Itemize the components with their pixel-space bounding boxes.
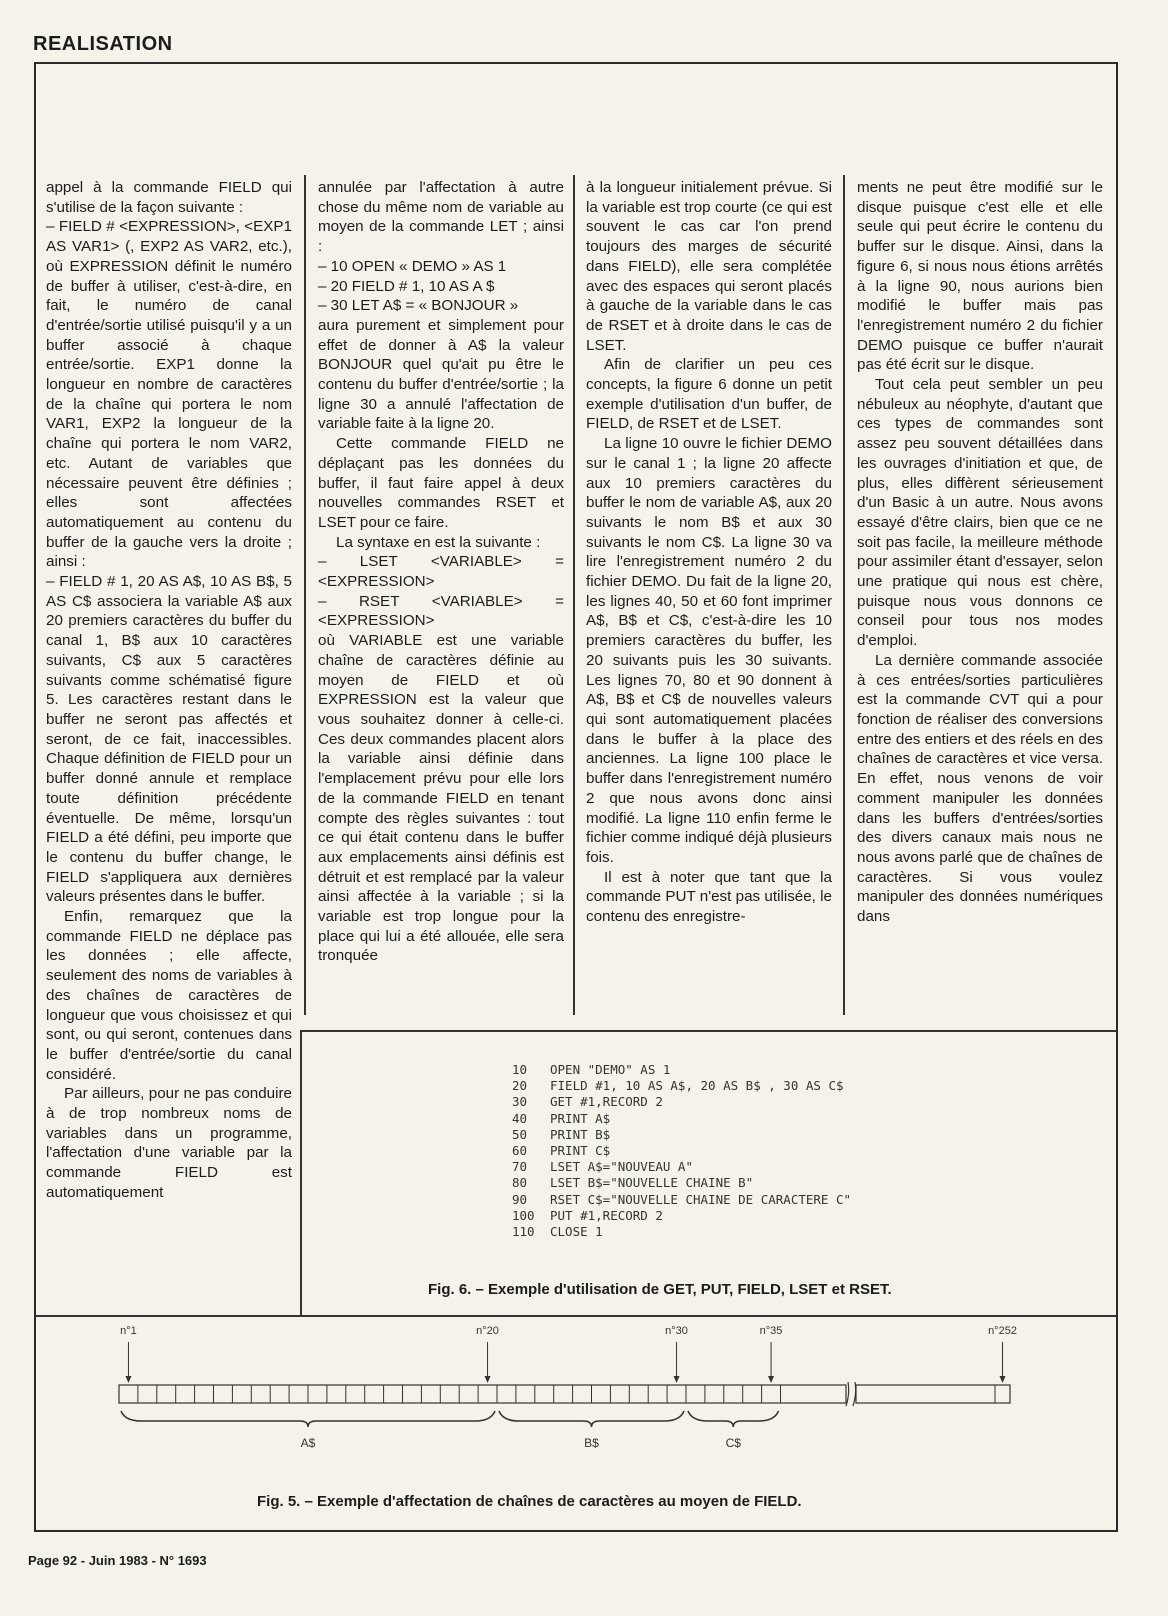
- code-text: LSET B$="NOUVELLE CHAINE B": [550, 1175, 754, 1191]
- marker-label: n°1: [120, 1325, 137, 1337]
- text-column-1: [46, 178, 292, 1203]
- marker-arrowhead: [1000, 1376, 1006, 1383]
- line-number: 100: [512, 1207, 535, 1223]
- marker-label: n°30: [665, 1325, 688, 1337]
- figure6-code-listing: [512, 1062, 851, 1240]
- column-divider: [843, 175, 845, 1015]
- paragraph: où VARIABLE est une variable chaîne de caractères définie au moyen de FIELD et où EXPRESSION est la valeur que vous souhaitez donner à celle-ci. Ces deux commandes placent alors la variable ainsi définie dans l'emplacement prévu pour elle lors de la commande FIELD en tenant compte des règles suivantes : tout ce qui était contenu dans le buffer aux emplacements ainsi définis est détruit et est remplacé par la valeur ainsi affectée à la variable ; si la variable est trop longue pour la place qui lui a été allouée, elle sera tronquée: [318, 632, 564, 965]
- code-text: PRINT B$: [550, 1126, 611, 1142]
- line-number: 60: [512, 1143, 528, 1159]
- code-text: LSET A$="NOUVEAU A": [550, 1159, 693, 1175]
- line-number: 20: [512, 1078, 528, 1094]
- paragraph: Tout cela peut sembler un peu nébuleux au néophyte, d'autant que ces types de commandes sont assez peu souvent détaillées dans les ouvrages d'initiation et que, de plus, elles diffèrent sérieusement d'un Basic à un autre. Nous avons essayé d'être clairs, bien que ce ne soit pas facile, la meilleure méthode pour assimiler étant d'essayer, selon une pratique qui nous est chère, puisque nous vous donnons ce conseil pour tous nos modes d'emploi.: [857, 376, 1103, 650]
- line-number: 70: [512, 1159, 528, 1175]
- group-brace: [499, 1411, 684, 1427]
- paragraph: La dernière commande associée à ces entrées/sorties particulières est la commande CVT qui a pour fonction de réaliser des conversions entre des entiers et des réels en des chaînes de caractères et vice versa. En effet, nous venons de voir comment manipuler les données dans les buffers d'entrées/sorties des divers canaux mais nous ne nous avons parlé que de chaînes de caractères. Si vous voulez manipuler des données numériques dans: [857, 651, 1103, 926]
- text-column-3: [586, 178, 832, 927]
- paragraph: La ligne 10 ouvre le fichier DEMO sur le canal 1 ; la ligne 20 affecte aux 10 premiers caractères du buffer le nom de variable A$, aux 20 suivants le nom B$ et aux 30 suivants le nom C$. La ligne 30 va lire l'enregistrement numéro 2 du fichier DEMO. Du fait de la ligne 20, les lignes 40, 50 et 60 font imprimer A$, B$ et C$, c'est-à-dire les 10 premiers caractères du buffer, les 20 suivants puis les 30 suivants. Les lignes 70, 80 et 90 donnent à A$, B$ et C$ de nouvelles valeurs qui sont automatiquement placées dans le buffer à la place des anciennes. La ligne 100 place le buffer dans l'enregistrement numéro 2 que nous avons donc ainsi modifié. La ligne 110 enfin ferme le fichier comme indiqué déjà plusieurs fois.: [586, 435, 832, 866]
- marker-label: n°20: [476, 1325, 499, 1337]
- code-line: [512, 1078, 851, 1094]
- group-label: C$: [725, 1436, 741, 1450]
- figure5-caption: Fig. 5. – Exemple d'affectation de chaînes de caractères au moyen de FIELD.: [257, 1493, 802, 1510]
- marker-arrowhead: [125, 1376, 131, 1383]
- code-line: [512, 1127, 851, 1143]
- code-line: [512, 1159, 851, 1175]
- code-text: FIELD #1, 10 AS A$, 20 AS B$ , 30 AS C$: [550, 1078, 844, 1094]
- page-footer: Page 92 - Juin 1983 - N° 1693: [28, 1553, 207, 1568]
- paragraph: annulée par l'affectation à autre chose du même nom de variable au moyen de la commande LET ; ainsi :: [318, 179, 564, 256]
- marker-arrowhead: [768, 1376, 774, 1383]
- figure6-top-border: [300, 1030, 1116, 1032]
- paragraph: à la longueur initialement prévue. Si la variable est trop courte (ce qui est souvent le cas car l'on prend toujours des marges de sécurité dans FIELD), elle sera complétée avec des espaces qui seront placés à gauche de la variable dans le cas de RSET et à droite dans le cas de LSET.: [586, 179, 832, 354]
- code-text: OPEN "DEMO" AS 1: [550, 1062, 671, 1077]
- code-line: [512, 1192, 851, 1208]
- paragraph: – LSET <VARIABLE> = <EXPRESSION>: [318, 553, 564, 591]
- figure5-top-border: [34, 1315, 1116, 1317]
- line-number: 10: [512, 1062, 528, 1077]
- text-column-4: [857, 178, 1103, 927]
- code-line: [512, 1062, 851, 1078]
- paragraph: ments ne peut être modifié sur le disque puisque c'est elle et elle seule qui peut écrire le contenu du buffer sur le disque. Ainsi, dans la figure 6, si nous nous étions arrêtés à la ligne 90, nous aurions bien modifié le buffer mais pas l'enregistrement numéro 2 du fichier DEMO puisque ce buffer n'aurait pas été écrit sur le disque.: [857, 179, 1103, 374]
- paragraph: – FIELD # 1, 20 AS A$, 10 AS B$, 5 AS C$ associera la variable A$ aux 20 premiers caractères du buffer du canal 1, B$ aux 10 caractères suivants, C$ aux 5 caractères suivants comme schématisé figure 5. Les caractères restant dans le buffer ne seront pas affectés et seront, de ce fait, inaccessibles. Chaque définition de FIELD pour un buffer donné annule et remplace toute définition précédente éventuelle. De même, lorsqu'un FIELD a été défini, peu importe que le contenu du buffer change, le FIELD s'appliquera aux dernières valeurs présentes dans le buffer.: [46, 573, 292, 906]
- code-line: [512, 1208, 851, 1224]
- code-line: [512, 1111, 851, 1127]
- marker-label: n°35: [759, 1325, 783, 1337]
- group-label: B$: [584, 1436, 599, 1450]
- code-text: CLOSE 1: [550, 1224, 603, 1240]
- figure6-caption: Fig. 6. – Exemple d'utilisation de GET, PUT, FIELD, LSET et RSET.: [428, 1281, 892, 1298]
- marker-label: n°252: [988, 1325, 1017, 1337]
- buffer-outline: [119, 1385, 846, 1403]
- code-text: PUT #1,RECORD 2: [550, 1207, 663, 1223]
- paragraph: Enfin, remarquez que la commande FIELD ne déplace pas les données ; elle affecte, seulement des noms de variables à des chaînes de caractères de longueur que vous choisissez et qui sont, ou qui seront, contenues dans le buffer d'entrée/sortie du canal considéré.: [46, 908, 292, 1083]
- figure5-buffer-diagram: [0, 1320, 1168, 1480]
- paragraph: – RSET <VARIABLE> = <EXPRESSION>: [318, 592, 564, 630]
- code-line: [512, 1094, 851, 1110]
- code-text: PRINT A$: [550, 1110, 611, 1126]
- line-number: 80: [512, 1175, 528, 1191]
- group-brace: [688, 1411, 779, 1427]
- section-header: REALISATION: [33, 33, 173, 55]
- line-number: 40: [512, 1110, 528, 1126]
- marker-arrowhead: [674, 1376, 680, 1383]
- marker-arrowhead: [485, 1376, 491, 1383]
- paragraph: La syntaxe en est la suivante :: [336, 533, 541, 551]
- paragraph: appel à la commande FIELD qui s'utilise de la façon suivante :: [46, 179, 292, 216]
- code-line: [512, 1175, 851, 1191]
- paragraph: Cette commande FIELD ne déplaçant pas les données du buffer, il faut faire appel à deux nouvelles commandes RSET et LSET pour ce faire.: [318, 435, 564, 531]
- code-text: PRINT C$: [550, 1143, 611, 1159]
- code-line: [512, 1224, 851, 1240]
- line-number: 110: [512, 1224, 535, 1240]
- paragraph: – 20 FIELD # 1, 10 AS A $: [318, 277, 495, 295]
- line-number: 30: [512, 1094, 528, 1110]
- column-divider: [573, 175, 575, 1015]
- buffer-outline-end: [856, 1385, 1010, 1403]
- group-brace: [121, 1411, 495, 1427]
- code-text: GET #1,RECORD 2: [550, 1094, 663, 1110]
- paragraph: Il est à noter que tant que la commande PUT n'est pas utilisée, le contenu des enregistre-: [586, 868, 832, 926]
- break-mark: [846, 1382, 856, 1406]
- paragraph: Par ailleurs, pour ne pas conduire à de trop nombreux noms de variables dans un programme, l'affectation d'une variable par la commande FIELD est automatiquement: [46, 1085, 292, 1201]
- paragraph: Afin de clarifier un peu ces concepts, la figure 6 donne un petit exemple d'utilisation d'un buffer, de FIELD, de RSET et de LSET.: [586, 356, 832, 433]
- figure6-left-border: [300, 1030, 302, 1316]
- line-number: 50: [512, 1126, 528, 1142]
- paragraph: – FIELD # <EXPRESSION>, <EXP1 AS VAR1> (, EXP2 AS VAR2, etc.), où EXPRESSION définit le numéro de buffer à utiliser, c'est-à-dire, en fait, le numéro de canal d'entrée/sortie utilisé puisqu'il y a un buffer associé à chaque entrée/sortie. EXP1 donne la longueur en nombre de caractères de la chaîne qui portera le nom VAR1, EXP2 la longueur de la chaîne qui portera le nom VAR2, etc. Autant de variables que nécessaire peuvent être définies ; elles sont affectées automatiquement au contenu du buffer de la gauche vers la droite ; ainsi :: [46, 218, 292, 571]
- paragraph: – 30 LET A$ = « BONJOUR »: [318, 297, 519, 315]
- code-line: [512, 1143, 851, 1159]
- group-label: A$: [300, 1436, 316, 1450]
- paragraph: aura purement et simplement pour effet de donner à A$ la valeur BONJOUR quel qu'ait pu être le contenu du buffer d'entrée/sortie ; la ligne 30 a annulé l'affectation de variable faite à la ligne 20.: [318, 316, 564, 433]
- paragraph: – 10 OPEN « DEMO » AS 1: [318, 257, 507, 275]
- text-column-2: [318, 178, 564, 966]
- column-divider: [304, 175, 306, 1015]
- line-number: 90: [512, 1191, 528, 1207]
- code-text: RSET C$="NOUVELLE CHAINE DE CARACTERE C": [550, 1191, 852, 1207]
